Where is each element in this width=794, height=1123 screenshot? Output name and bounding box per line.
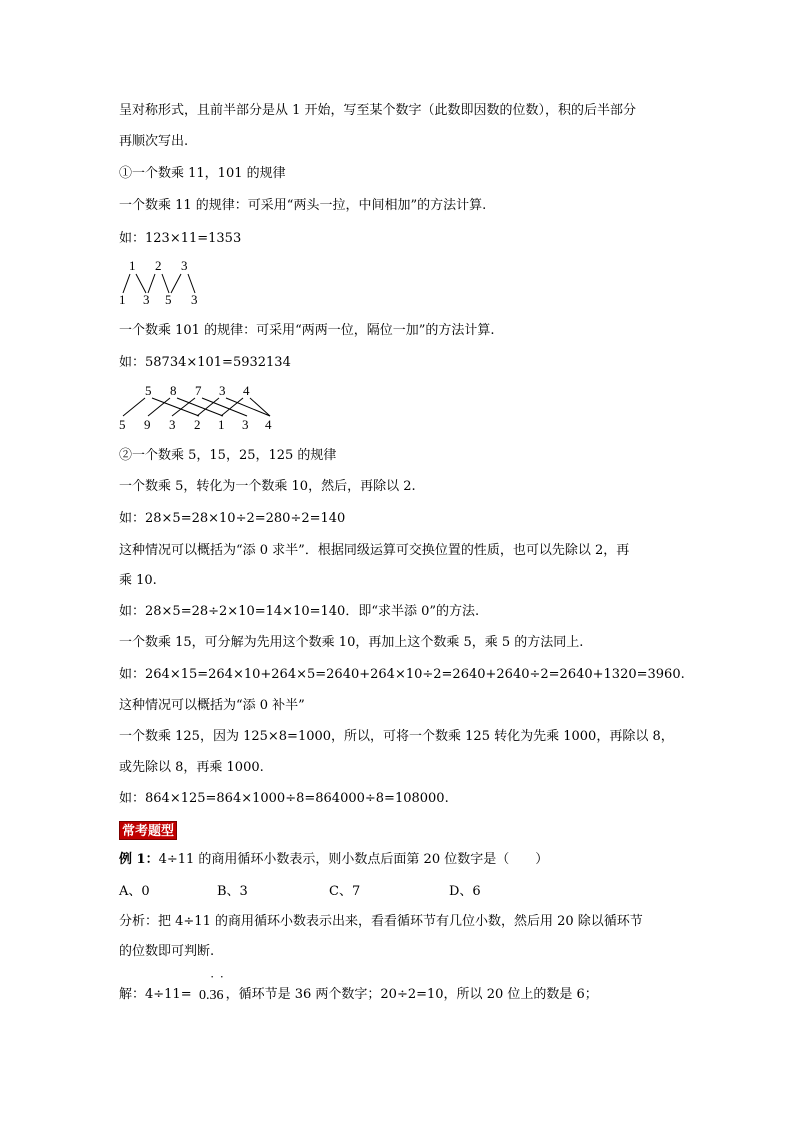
text-line: 再顺次写出. [119,134,189,149]
text-line: 这种情况可以概括为“添 0 补半” [119,698,305,713]
solution-prefix: 解：4÷11= [119,987,192,1002]
text-line: 一个数乘 5，转化为一个数乘 10，然后，再除以 2. [119,479,416,494]
text-line: 这种情况可以概括为“添 0 求半”．根据同级运算可交换位置的性质，也可以先除以 2，再 [119,543,630,558]
text-line: 一个数乘 125，因为 125×8=1000，所以，可将一个数乘 125 转化为先乘 1000，再除以 8， [119,729,674,744]
section-heading: ①一个数乘 11，101 的规律 [119,166,286,181]
diagram-digit: 8 [170,383,177,398]
diagram-digit: 3 [191,292,198,307]
option-b: B、3 [217,884,248,899]
example-line: 如：28×5=28×10÷2=280÷2=140 [119,511,346,526]
analysis-line: 分析：把 4÷11 的商用循环小数表示出来，看看循环节有几位小数，然后用 20 除以循环节 [119,914,643,929]
option-d: D、6 [449,884,481,899]
text-line: 或先除以 8，再乘 1000. [119,760,264,775]
diagram-digit: 5 [165,292,172,307]
example-line: 如：123×11=1353 [119,231,242,246]
text-line: 呈对称形式，且前半部分是从 1 开始，写至某个数字（此数即因数的位数），积的后半部分 [119,103,637,118]
option-c: C、7 [329,884,361,899]
diagram-digit: 3 [242,417,249,432]
text-line: 一个数乘 15，可分解为先用这个数乘 10，再加上这个数乘 5，乘 5 的方法同上. [119,635,584,650]
diagram-digit: 4 [243,383,250,398]
diagram-digit: 9 [144,417,151,432]
example-question [119,851,548,869]
diagram-digit: 3 [169,417,176,432]
question-text: 4÷11 的商用循环小数表示，则小数点后面第 20 位数字是（ ） [158,852,549,867]
example-line: 如：264×15=264×10+264×5=2640+264×10÷2=2640+2640÷2=2640+1320=3960. [119,667,685,682]
analysis-line: 的位数即可判断. [119,944,215,959]
diagram-digit: 1 [129,258,136,273]
repeating-decimal: 0.36 [199,988,224,1003]
diagram-digit: 5 [119,417,126,432]
diagram-digit: 1 [119,292,126,307]
diagram-digit: 4 [265,417,272,432]
example-label: 例 1： [119,852,159,867]
diagram-digit: 3 [143,292,150,307]
diagram-digit: 1 [218,417,225,432]
section-badge: 常考题型 [119,821,177,840]
diagram-digit: 3 [181,258,188,273]
option-a: A、0 [119,884,150,899]
diagram-digit: 2 [155,258,162,273]
example-line: 如：58734×101=5932134 [119,355,291,370]
text-line: 乘 10. [119,573,157,588]
example-line: 如：864×125=864×1000÷8=864000÷8=108000. [119,791,449,806]
section-heading: ②一个数乘 5，15，25，125 的规律 [119,448,337,463]
repeat-dots: · · [210,969,225,984]
diagram-digit: 7 [195,383,202,398]
diagram-digit: 3 [219,383,226,398]
diagram-digit: 5 [145,383,152,398]
solution-line [119,986,598,1004]
text-line: 一个数乘 101 的规律：可采用“两两一位，隔位一加”的方法计算. [119,323,495,338]
text-line: 一个数乘 11 的规律：可采用“两头一拉，中间相加”的方法计算. [119,198,487,213]
example-line: 如：28×5=28÷2×10=14×10=140．即“求半添 0”的方法. [119,604,480,619]
diagram-digit: 2 [194,417,201,432]
solution-suffix: ，循环节是 36 两个数字；20÷2=10，所以 20 位上的数是 6； [225,987,598,1002]
